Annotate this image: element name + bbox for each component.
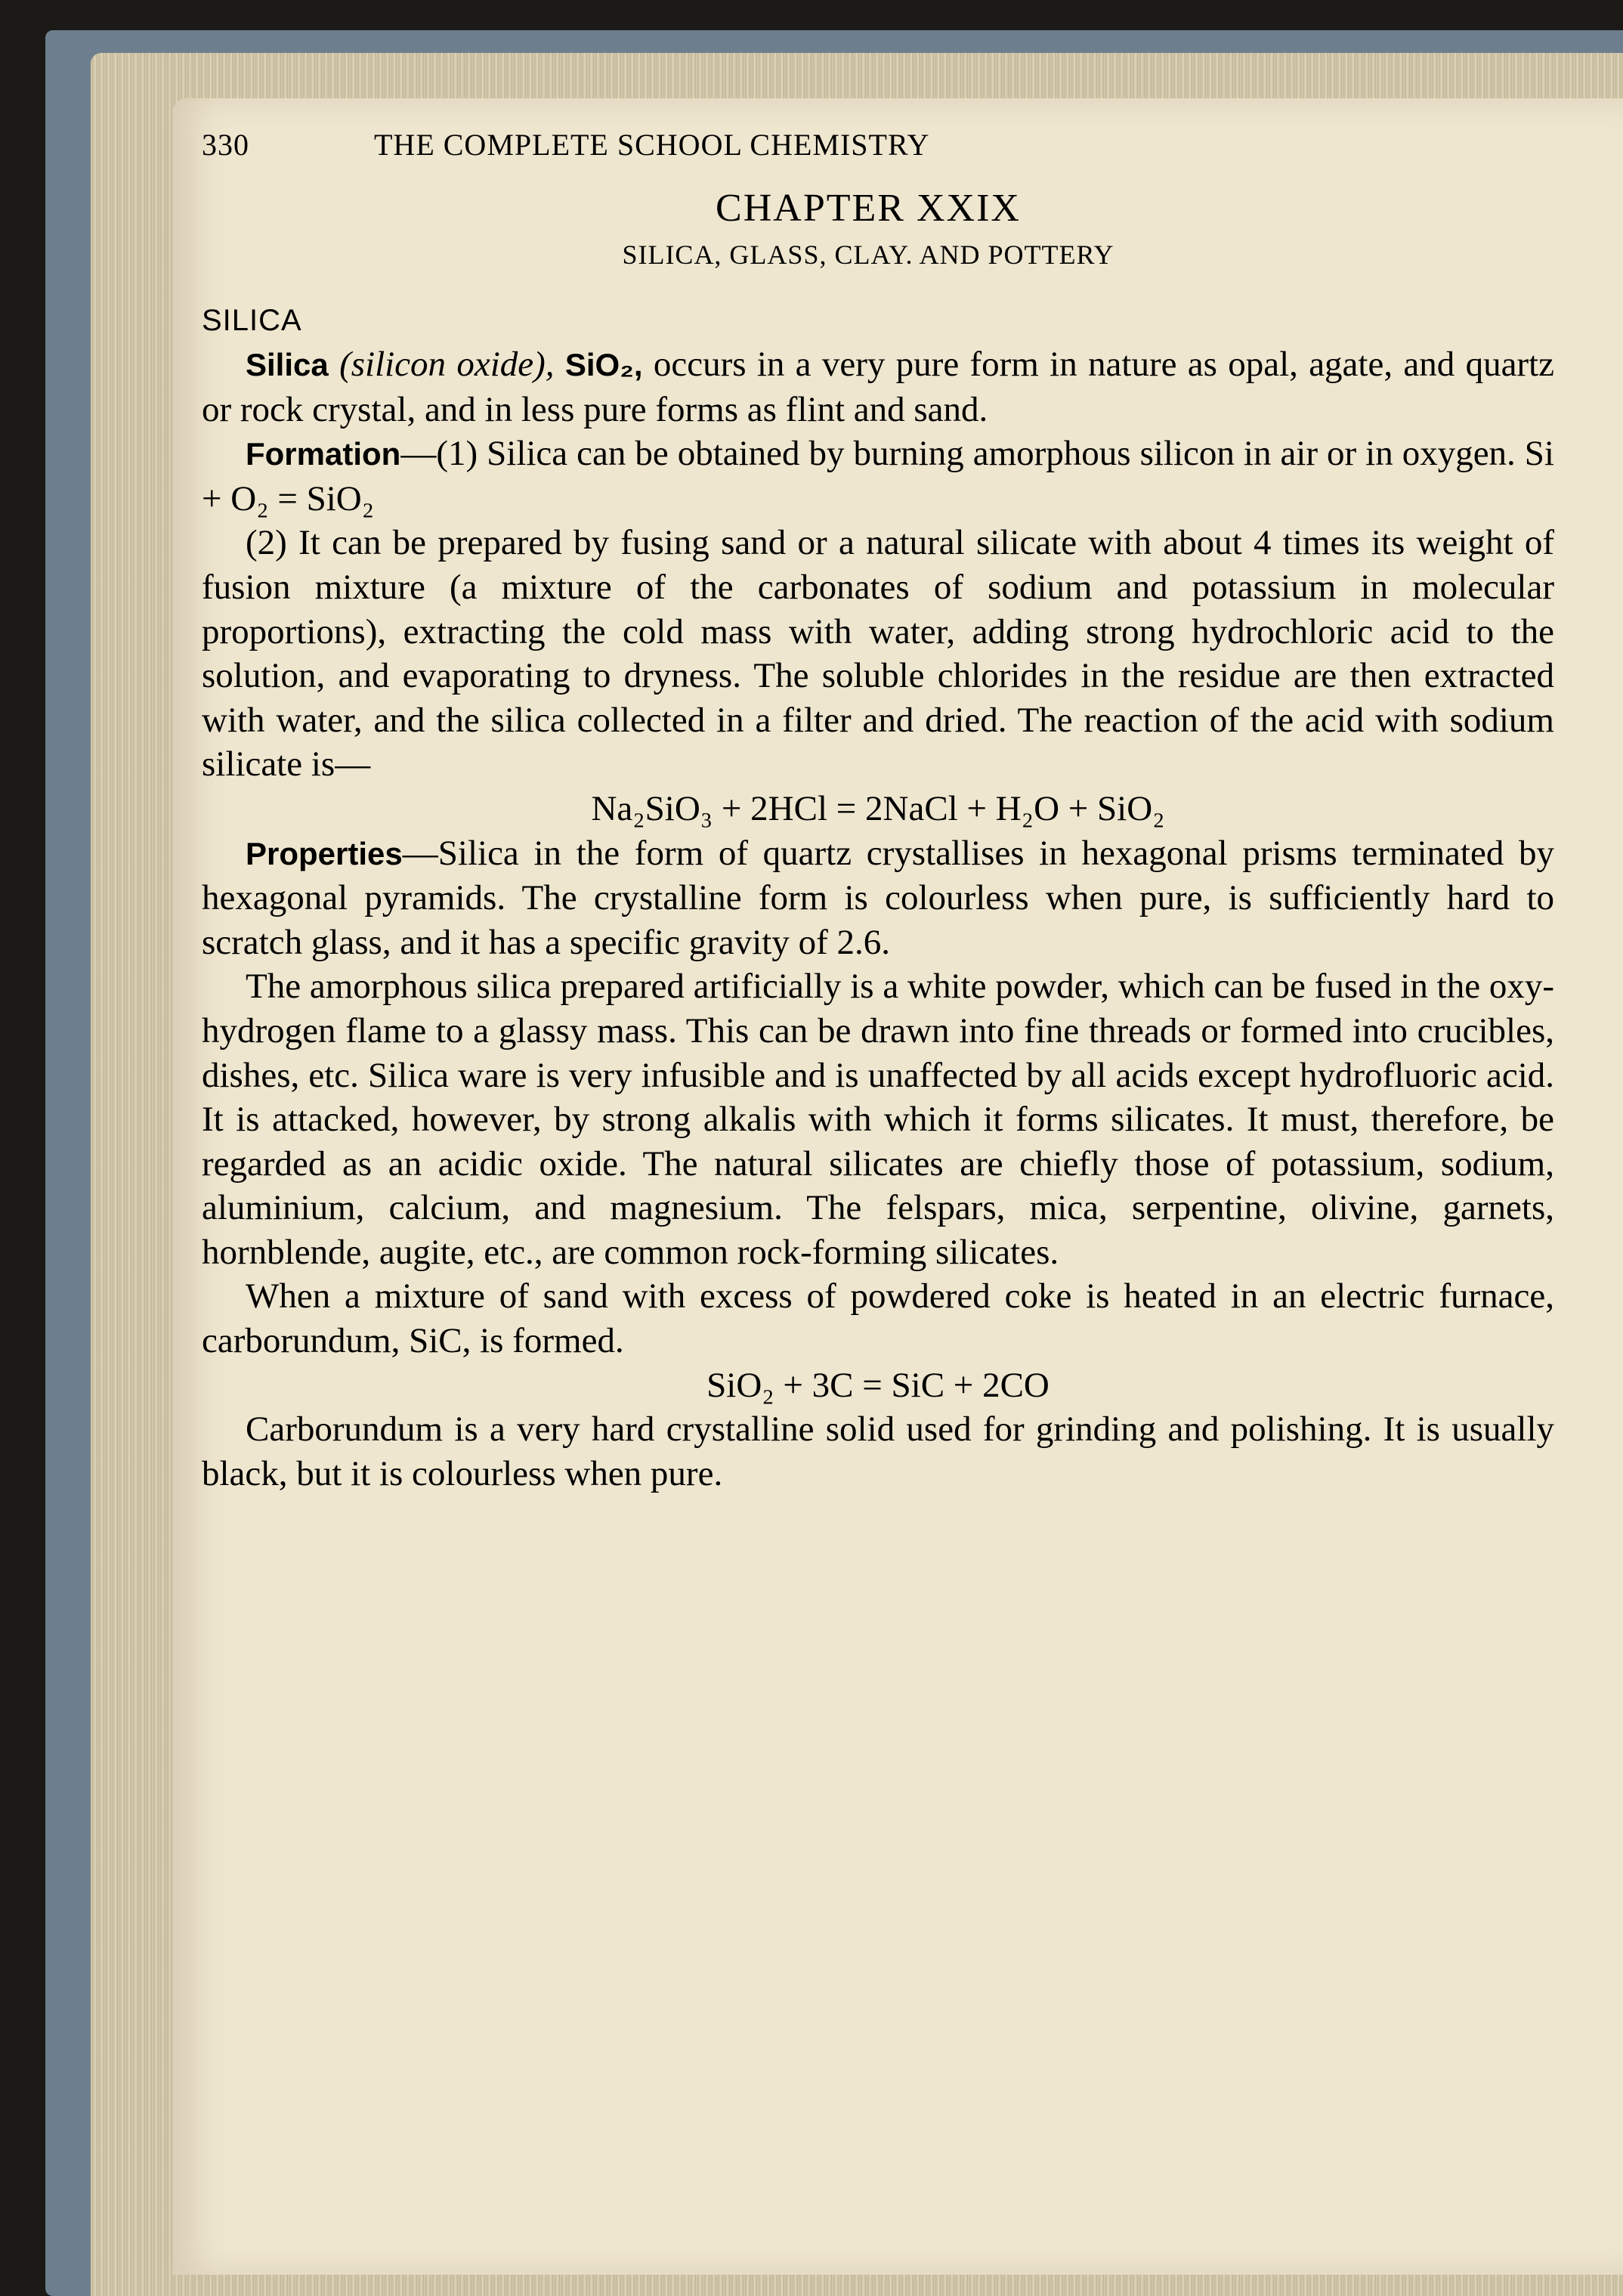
paragraph-formation xyxy=(202,432,1554,521)
chapter-subtitle: SILICA, GLASS, CLAY. AND POTTERY xyxy=(622,240,1114,270)
equation-carborundum: SiO₂ + 3C = SiC + 2CO xyxy=(706,1365,1050,1405)
body-text xyxy=(202,299,1554,1496)
paragraph-carborundum-properties: Carborundum is a very hard crystalline solid used for grinding and polishing. It is usually black, but it is colourless when pure. xyxy=(202,1409,1554,1493)
term-silicon-oxide: (silicon oxide), xyxy=(339,345,555,384)
paragraph-silica-intro xyxy=(202,342,1554,432)
equation-sodium-silicate: Na₂SiO₃ + 2HCl = 2NaCl + H₂O + SiO₂ xyxy=(591,788,1165,828)
formula-sio2: SiO₂, xyxy=(564,347,643,382)
paragraph-amorphous-silica: The amorphous silica prepared artificially is a white powder, which can be fused in the oxy-hydrogen flame to a glassy mass. This can be drawn into fine threads or formed into crucibles, dishes, etc. Silica ware is very infusible and is unaffected by all acids except hydrofluoric acid. It is attacked, however, by strong alkalis with which it forms silicates. It must, therefore, be regarded as an acidic oxide. The natural silicates are chiefly those of potassium, sodium, aluminium, calcium, and magnesium. The felspars, mica, serpentine, olivine, garnets, hornblende, augite, etc., are common rock-forming silicates. xyxy=(202,967,1554,1272)
label-formation: Formation xyxy=(246,436,401,472)
paragraph-properties-text: —Silica in the form of quartz crystallises in hexagonal prisms terminated by hexagonal pyramids. The crystalline form is colourless when pure, is sufficiently hard to scratch glass, and it has a specific gravity of 2.6. xyxy=(202,833,1554,962)
term-silica: Silica xyxy=(246,347,329,382)
chapter-title: CHAPTER XXIX xyxy=(716,187,1021,230)
paragraph-silica-intro-text: occurs in a very pure form in nature as opal, agate, and quartz or rock crystal, and in less pure forms as flint and sand. xyxy=(202,345,1554,429)
paragraph-formation-text: —(1) Silica can be obtained by burning amorphous silicon in air or in oxygen. Si + O₂ = SiO₂ xyxy=(202,434,1554,518)
paragraph-formation-2: (2) It can be prepared by fusing sand or a natural silicate with about 4 times its weight of fusion mixture (a mixture of the carbonates of sodium and potassium in molecular proportions), extracting the cold mass with water, adding strong hydrochloric acid to the solution, and evaporating to dryness. The soluble chlorides in the residue are then extracted with water, and the silica collected in a filter and dried. The reaction of the acid with sodium silicate is— xyxy=(202,523,1554,784)
running-title: THE COMPLETE SCHOOL CHEMISTRY xyxy=(374,128,930,162)
page-number: 330 xyxy=(202,128,249,162)
section-heading: SILICA xyxy=(202,304,302,337)
paragraph-carborundum-formation: When a mixture of sand with excess of powdered coke is heated in an electric furnace, carborundum, SiC, is formed. xyxy=(202,1276,1554,1361)
label-properties: Properties xyxy=(246,835,403,871)
paragraph-properties xyxy=(202,831,1554,965)
